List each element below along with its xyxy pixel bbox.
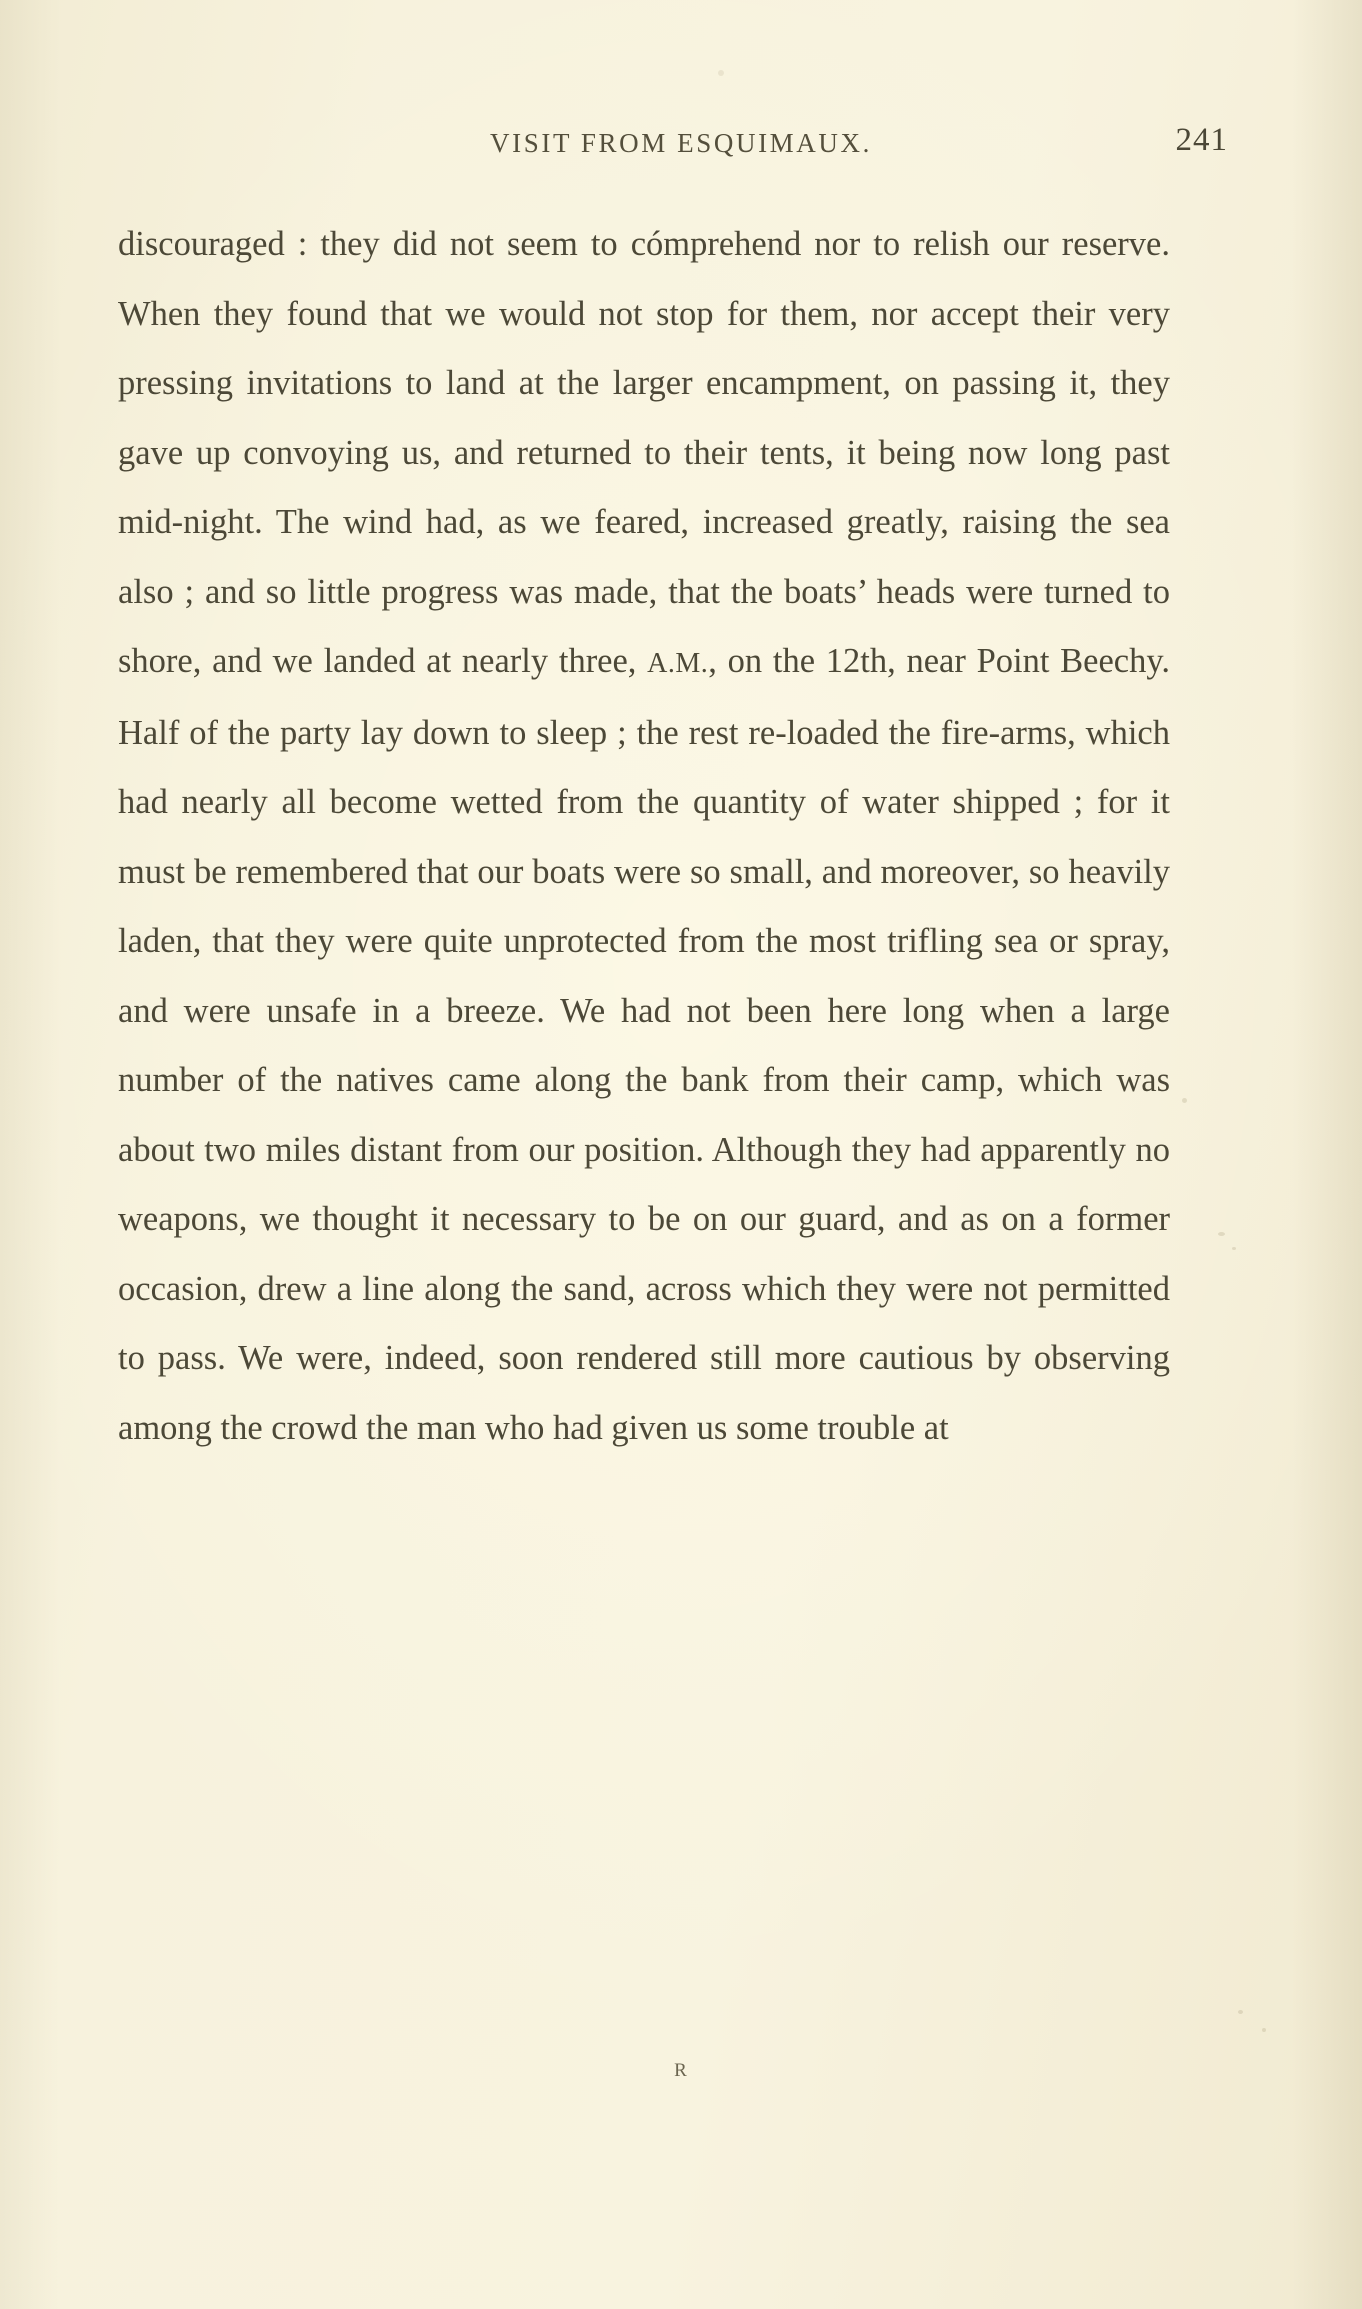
signature-mark: R xyxy=(674,2060,688,2081)
paper-speck xyxy=(1238,2010,1243,2014)
page-number: 241 xyxy=(1175,122,1228,158)
running-head xyxy=(120,122,1242,162)
small-caps-time: A.M. xyxy=(647,648,709,679)
paragraph-text-part2: , on the 12th, near Point Beechy. Half of the party lay down to sleep ; the rest re-loaded the fire-arms, which had nearly all become wetted from the quantity of water shipped ; for it must be remembered that our boats were so small, and moreover, so heavily laden, that they were quite unprotected from the most trifling sea or spray, and were unsafe in a breeze. We had not been here long when a large number of the natives came along the bank from their camp, which was about two miles distant from our position. Although they had apparently no weapons, we thought it necessary to be on our guard, and as on a former occasion, drew a line along the sand, across which they were not permitted to pass. We were, indeed, soon rendered still more cautious by observing among the crowd the man who had given us some trouble at xyxy=(118,642,1170,1447)
page-body-text xyxy=(118,210,1170,1463)
paper-speck xyxy=(1232,1247,1236,1250)
paragraph xyxy=(118,210,1170,1463)
running-head-title: VISIT FROM ESQUIMAUX. xyxy=(490,128,872,158)
paper-speck xyxy=(1218,1232,1225,1236)
paper-speck xyxy=(1262,2028,1266,2032)
paper-speck xyxy=(1182,1098,1187,1103)
paragraph-text-part1: discouraged : they did not seem to cómprehend nor to relish our reserve. When they found that we would not stop for them, nor accept their very pressing invitations to land at the larger encampment, on passing it, they gave up convoying us, and returned to their tents, it being now long past mid-night. The wind had, as we feared, increased greatly, raising the sea also ; and so little progress was made, that the boats’ heads were turned to shore, and we landed at nearly three, xyxy=(118,225,1170,680)
paper-speck xyxy=(718,70,724,76)
